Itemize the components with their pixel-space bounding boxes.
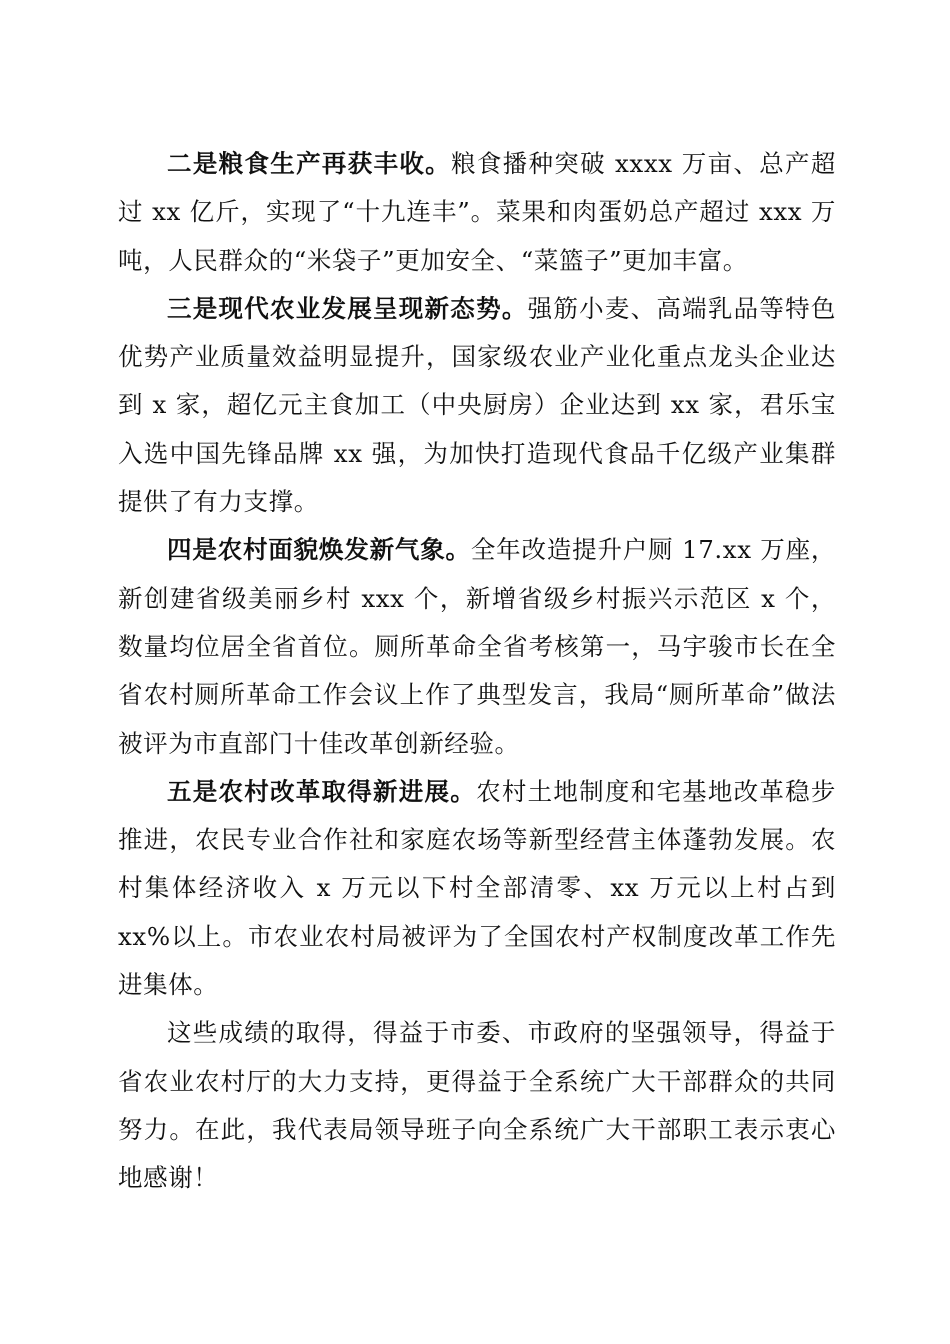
paragraph-body: 全年改造提升户厕 17.xx 万座，新创建省级美丽乡村 xxx 个，新增省级乡村振兴示范区 x 个，数量均位居全省首位。厕所革命全省考核第一，马宇骏市长在全省农村厕所革命工作会议上作了典型发言，我局“厕所革命”做法被评为市直部门十佳改革创新经验。 [118,535,836,758]
paragraph-acknowledgement [118,1009,836,1202]
paragraph-rural-appearance [118,526,836,767]
paragraph-lead: 二是粮食生产再获丰收。 [167,149,451,178]
paragraph-lead: 三是现代农业发展呈现新态势。 [167,293,528,323]
paragraph-lead: 四是农村面貌焕发新气象。 [167,535,471,565]
paragraph-body: 农村土地制度和宅基地改革稳步推进，农民专业合作社和家庭农场等新型经营主体蓬勃发展。农村集体经济收入 x 万元以下村全部清零、xx 万元以上村占到 xx%以上。市农业农村局被评为了全国农村产权制度改革工作先进集体。 [118,776,836,1000]
paragraph-modern-agriculture [118,285,836,526]
paragraph-grain-production [118,140,836,285]
document-page [118,140,836,1203]
paragraph-body: 粮食播种突破 xxxx 万亩、总产超过 xx 亿斤，实现了“十九连丰”。菜果和肉蛋奶总产超过 xxx 万吨，人民群众的“米袋子”更加安全、“菜篮子”更加丰富。 [118,149,836,275]
paragraph-lead: 五是农村改革取得新进展。 [167,776,477,806]
paragraph-body: 强筋小麦、高端乳品等特色优势产业质量效益明显提升，国家级农业产业化重点龙头企业达到 x 家，超亿元主食加工（中央厨房）企业达到 xx 家，君乐宝入选中国先锋品牌 xx 强，为加快打造现代食品千亿级产业集群提供了有力支撑。 [118,293,836,517]
paragraph-body: 这些成绩的取得，得益于市委、市政府的坚强领导，得益于省农业农村厅的大力支持，更得益于全系统广大干部群众的共同努力。在此，我代表局领导班子向全系统广大干部职工表示衷心地感谢！ [118,1018,836,1193]
paragraph-rural-reform [118,768,836,1009]
